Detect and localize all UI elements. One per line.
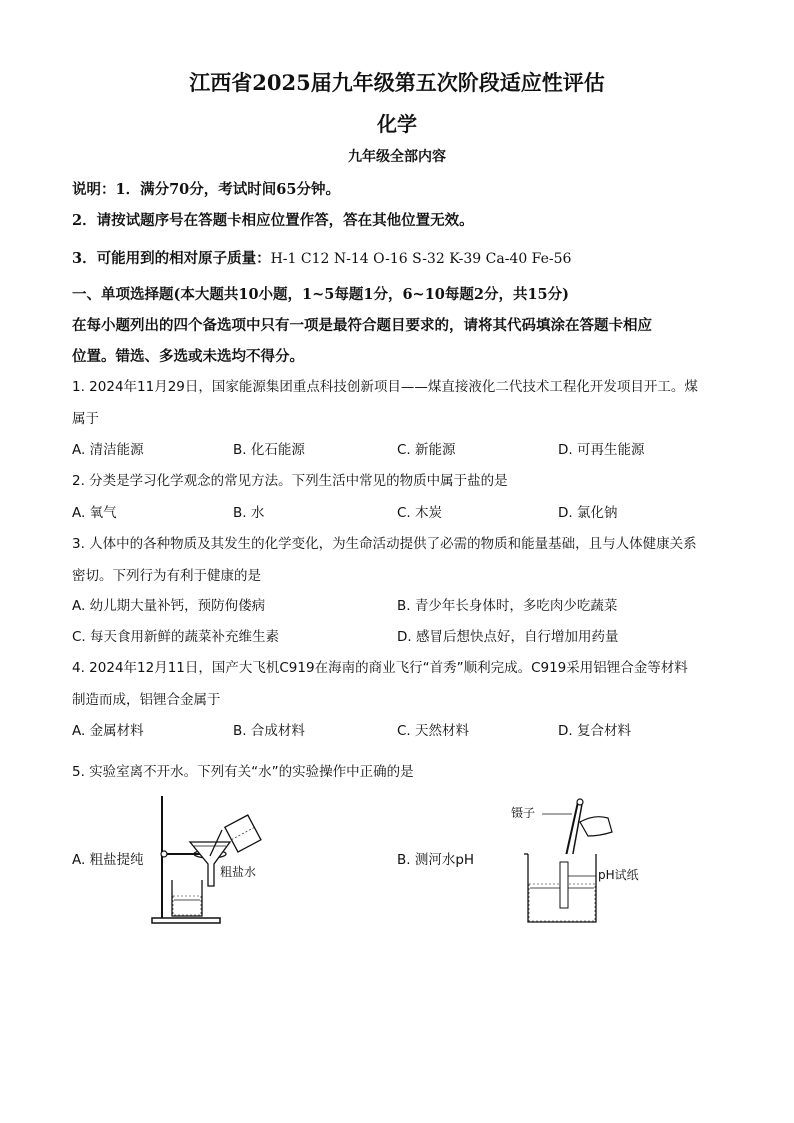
instruction-3-label: 3．可能用到的相对原子质量： [72, 250, 271, 267]
q1-option-a: A. 清洁能源 [72, 442, 144, 458]
section-desc-1: 在每小题列出的四个备选项中只有一项是最符合题目要求的，请将其代码填涂在答题卡相应 [72, 317, 652, 334]
q4-option-a: A. 金属材料 [72, 723, 144, 739]
q3-option-b: B. 青少年长身体时，多吃肉少吃蔬菜 [397, 598, 618, 614]
section-desc-2: 位置。错选、多选或未选均不得分。 [72, 348, 304, 365]
q2-option-a: A. 氧气 [72, 505, 117, 521]
section-heading: 一、单项选择题(本大题共10小题，1~5每题1分，6~10每题2分，共15分) [72, 286, 569, 303]
q1-option-d: D. 可再生能源 [558, 442, 645, 458]
instruction-1: 说明：1．满分70分，考试时间65分钟。 [72, 181, 340, 198]
q3-option-d: D. 感冒后想快点好，自行增加用药量 [397, 629, 619, 645]
q4-option-b: B. 合成材料 [233, 723, 305, 739]
q2-option-b: B. 水 [233, 505, 265, 521]
q1-option-c: C. 新能源 [397, 442, 456, 458]
atomic-masses: H-1 C12 N-14 O-16 S-32 K-39 Ca-40 Fe-56 [270, 251, 572, 267]
ph-paper-label: pH试纸 [598, 868, 639, 882]
exam-scope: 九年级全部内容 [348, 149, 446, 165]
q1-option-b: B. 化石能源 [233, 442, 305, 458]
instruction-3 [72, 250, 571, 267]
q2-line-1: 2. 分类是学习化学观念的常见方法。下列生活中常见的物质中属于盐的是 [72, 473, 508, 489]
q3-line-2: 密切。下列行为有利于健康的是 [72, 568, 261, 584]
subject-title: 化学 [377, 112, 417, 136]
q3-line-1: 3. 人体中的各种物质及其发生的化学变化，为生命活动提供了必需的物质和能量基础，且与人体健康关系 [72, 536, 697, 552]
q5-option-a: A. 粗盐提纯 [72, 852, 144, 868]
q4-option-d: D. 复合材料 [558, 723, 631, 739]
salt-water-label: 粗盐水 [220, 865, 257, 879]
q1-line-1: 1. 2024年11月29日，国家能源集团重点科技创新项目——煤直接液化二代技术工程化开发项目开工。煤 [72, 379, 698, 395]
q2-option-c: C. 木炭 [397, 505, 443, 521]
q4-line-2: 制造而成，铝锂合金属于 [72, 692, 221, 708]
q4-line-1: 4. 2024年12月11日，国产大飞机C919在海南的商业飞行“首秀”顺利完成。C919采用铝锂合金等材料 [72, 660, 688, 676]
q5-line-1: 5. 实验室离不开水。下列有关“水”的实验操作中正确的是 [72, 764, 414, 780]
q2-option-d: D. 氯化钠 [558, 505, 618, 521]
tweezers-label: 镊子 [511, 806, 536, 820]
instruction-2: 2．请按试题序号在答题卡相应位置作答，答在其他位置无效。 [72, 212, 474, 229]
filtration-apparatus-figure [150, 790, 290, 930]
q3-option-c: C. 每天食用新鲜的蔬菜补充维生素 [72, 629, 280, 645]
q3-option-a: A. 幼儿期大量补钙，预防佝偻病 [72, 598, 266, 614]
q5-option-b: B. 测河水pH [397, 852, 475, 868]
q1-line-2: 属于 [72, 411, 99, 427]
q4-option-c: C. 天然材料 [397, 723, 470, 739]
exam-title: 江西省2025届九年级第五次阶段适应性评估 [189, 70, 605, 95]
